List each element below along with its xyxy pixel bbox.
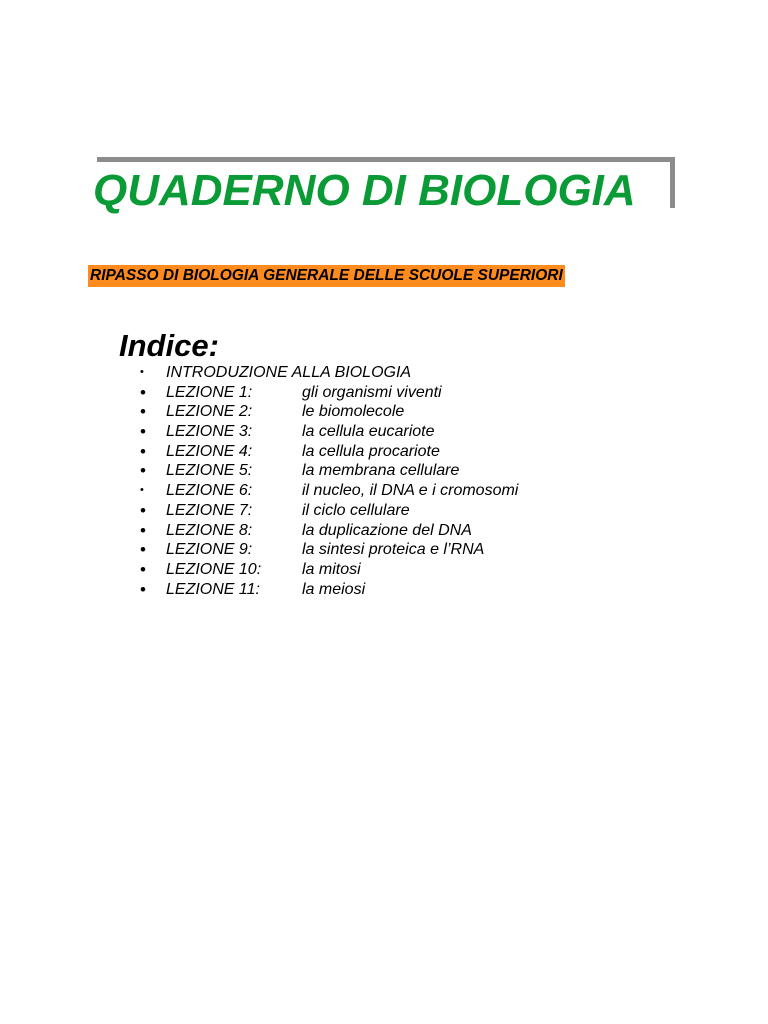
lesson-label: LEZIONE 1: bbox=[166, 383, 253, 401]
lesson-label: LEZIONE 5: bbox=[166, 462, 253, 480]
bullet: • bbox=[140, 579, 146, 599]
lesson-title: il ciclo cellulare bbox=[302, 501, 410, 519]
lesson-title: le biomolecole bbox=[302, 403, 405, 421]
document-title: QUADERNO DI BIOLOGIA bbox=[93, 166, 636, 215]
lesson-title: la cellula eucariote bbox=[302, 423, 435, 441]
bullet: • bbox=[140, 520, 146, 540]
bullet: • bbox=[140, 422, 146, 442]
lesson-label: LEZIONE 4: bbox=[166, 442, 253, 460]
lesson-label: LEZIONE 6: bbox=[166, 482, 253, 500]
bullet: • bbox=[140, 500, 146, 520]
bullet: • bbox=[140, 441, 146, 461]
lesson-label: LEZIONE 11: bbox=[166, 580, 260, 598]
lesson-label: LEZIONE 9: bbox=[166, 541, 253, 559]
bullet: • bbox=[140, 382, 146, 402]
lesson-label: LEZIONE 3: bbox=[166, 423, 253, 441]
lesson-title: il nucleo, il DNA e i cromosomi bbox=[302, 482, 519, 500]
lesson-title: la membrana cellulare bbox=[302, 462, 460, 480]
bullet: • bbox=[140, 540, 146, 560]
lesson-title: gli organismi viventi bbox=[302, 383, 442, 401]
index-heading: Indice: bbox=[119, 328, 219, 363]
lesson-title: la sintesi proteica e l’RNA bbox=[302, 541, 485, 559]
lesson-title: la mitosi bbox=[302, 560, 361, 578]
bullet: • bbox=[140, 484, 144, 497]
bullet: • bbox=[140, 559, 146, 579]
lesson-title: la duplicazione del DNA bbox=[302, 521, 472, 539]
lesson-label: LEZIONE 10: bbox=[166, 560, 262, 578]
lesson-label: LEZIONE 8: bbox=[166, 521, 253, 539]
lesson-title: la meiosi bbox=[302, 580, 366, 598]
document-subtitle: RIPASSO DI BIOLOGIA GENERALE DELLE SCUOLE SUPERIORI bbox=[88, 265, 565, 287]
lesson-label: INTRODUZIONE ALLA BIOLOGIA bbox=[166, 364, 412, 381]
bullet: • bbox=[140, 402, 146, 422]
bullet: • bbox=[140, 366, 144, 378]
lesson-label: LEZIONE 7: bbox=[166, 501, 253, 519]
lesson-label: LEZIONE 2: bbox=[166, 403, 253, 421]
bullet: • bbox=[140, 461, 146, 481]
lesson-title: la cellula procariote bbox=[302, 442, 440, 460]
